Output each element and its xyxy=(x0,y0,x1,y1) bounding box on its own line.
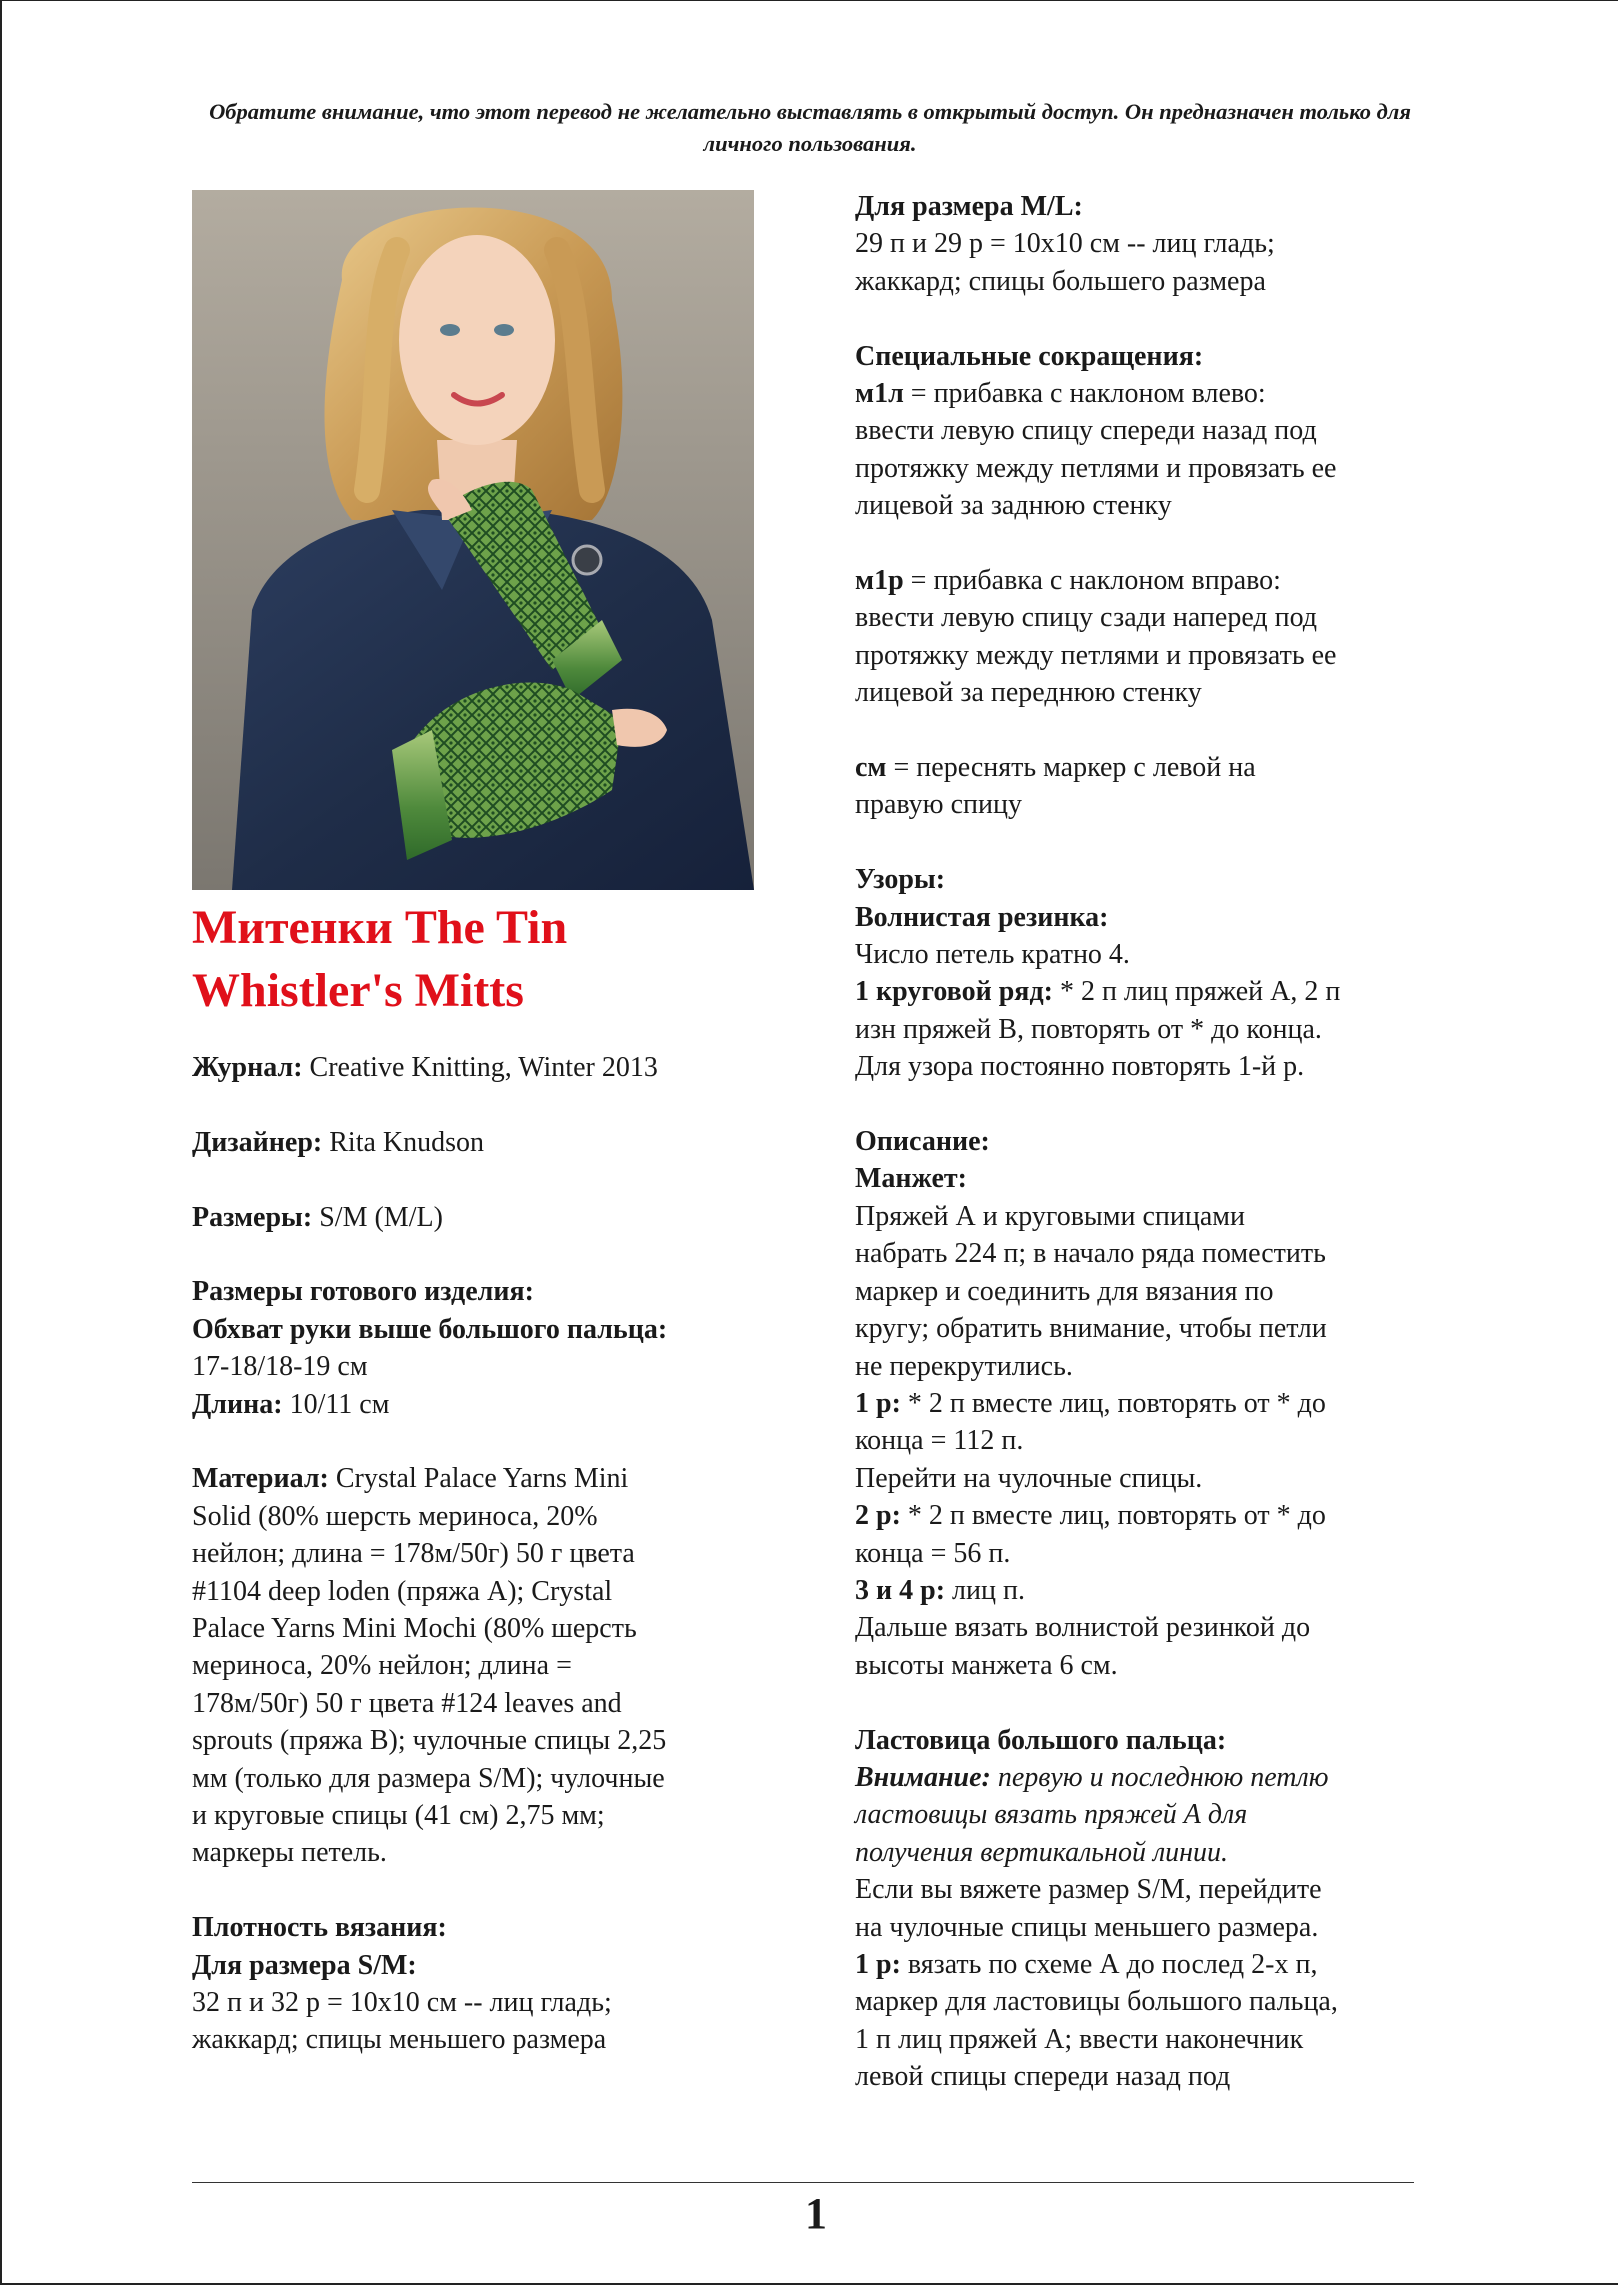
footer-divider xyxy=(192,2182,1414,2183)
material-block: Материал: Crystal Palace Yarns Mini Solid (80% шерсть мериноса, 20% нейлон; длина = 178м/50г) 50 г цвета #1104 deep loden (пряжа А); Crystal Palace Yarns Mini Mochi (80% шерсть мериноса, 20% нейлон; длина = 178м/50г) 50 г цвета #124 leaves and sprouts (пряжа В); чулочные спицы 2,25 мм (только для размера S/M); чулочные и круговые спицы (41 см) 2,75 мм; маркеры петель. xyxy=(192,1463,667,1869)
title-line-2: Whistler's Mitts xyxy=(192,964,524,1017)
girth-label: Обхват руки выше большого пальца: xyxy=(192,1313,668,1345)
magazine-line: Журнал: Creative Knitting, Winter 2013 xyxy=(192,1052,658,1083)
gauge-sm-text: 32 п и 32 р = 10х10 см -- лиц гладь; жаккард; спицы меньшего размера xyxy=(192,1987,612,2056)
abbr-sm: см = переснять маркер с левой на правую спицу xyxy=(855,752,1256,821)
abbreviations-heading: Специальные сокращения: xyxy=(855,340,1204,372)
wavy-rib-multiple: Число петель кратно 4. xyxy=(855,939,1130,971)
gusset-row-1: 1 р: вязать по схеме А до послед 2-х п, маркер для ластовицы большого пальца, 1 п лиц пряжей А; ввести наконечник левой спицы спереди назад под xyxy=(855,1949,1338,2093)
cuff-cast-on: Пряжей А и круговыми спицами набрать 224 п; в начало ряда поместить маркер и соединить для вязания по кругу; обратить внимание, чтобы петли не перекрутились. xyxy=(855,1200,1327,1382)
right-column xyxy=(855,188,1435,2096)
attention-note: Внимание: первую и последнюю петлю ластовицы вязать пряжей А для получения вертикальной линии. xyxy=(855,1761,1329,1868)
wavy-rib-row1: 1 круговой ряд: * 2 п лиц пряжей А, 2 п изн пряжей В, повторять от * до конца. Для узора постоянно повторять 1-й р. xyxy=(855,976,1341,1083)
sizes-line: Размеры: S/M (M/L) xyxy=(192,1201,443,1233)
cuff-row-1: 1 р: * 2 п вместе лиц, повторять от * до конца = 112 п. xyxy=(855,1387,1326,1457)
gauge-heading: Плотность вязания: xyxy=(192,1912,447,1944)
thumb-gusset-heading: Ластовица большого пальца: xyxy=(855,1724,1227,1756)
cuff-continue: Дальше вязать волнистой резинкой до высоты манжета 6 см. xyxy=(855,1612,1311,1681)
abbr-m1r: м1р = прибавка с наклоном вправо: ввести левую спицу сзади наперед под протяжку между петлями и провязать ее лицевой за переднюю стенку xyxy=(855,565,1337,709)
abbr-m1l: м1л = прибавка с наклоном влево: ввести левую спицу спереди назад под протяжку между петлями и провязать ее лицевой за заднюю стенку xyxy=(855,378,1337,522)
finished-size-heading: Размеры готового изделия: xyxy=(192,1276,534,1308)
switch-dpn: Перейти на чулочные спицы. xyxy=(855,1462,1203,1494)
girth-value: 17-18/18-19 см xyxy=(192,1351,368,1383)
cuff-heading: Манжет: xyxy=(855,1163,967,1195)
model-photo xyxy=(192,190,754,890)
gauge-sm-label: Для размера S/M: xyxy=(192,1949,417,1981)
translation-notice: Обратите внимание, что этот перевод не желательно выставлять в открытый доступ. Он предназначен только для личного пользования. xyxy=(209,99,1411,156)
designer-line: Дизайнер: Rita Knudson xyxy=(192,1126,485,1158)
patterns-heading: Узоры: xyxy=(855,864,946,896)
cuff-rows-3-4: 3 и 4 р: лиц п. xyxy=(855,1574,1025,1606)
length-line: Длина: 10/11 см xyxy=(192,1388,390,1420)
gauge-ml-text: 29 п и 29 р = 10х10 см -- лиц гладь; жаккард; спицы большего размера xyxy=(855,228,1275,297)
size-sm-note: Если вы вяжете размер S/M, перейдите на чулочные спицы меньшего размера. xyxy=(855,1874,1322,1943)
page-number: 1 xyxy=(805,2189,827,2238)
description-heading: Описание: xyxy=(855,1126,990,1158)
wavy-rib-heading: Волнистая резинка: xyxy=(855,901,1109,933)
cuff-row-2: 2 р: * 2 п вместе лиц, повторять от * до конца = 56 п. xyxy=(855,1500,1326,1569)
left-column xyxy=(192,890,772,2059)
gauge-ml-label: Для размера M/L: xyxy=(855,191,1083,222)
pattern-title xyxy=(192,896,772,1022)
title-line-1: Митенки The Tin xyxy=(192,901,568,954)
